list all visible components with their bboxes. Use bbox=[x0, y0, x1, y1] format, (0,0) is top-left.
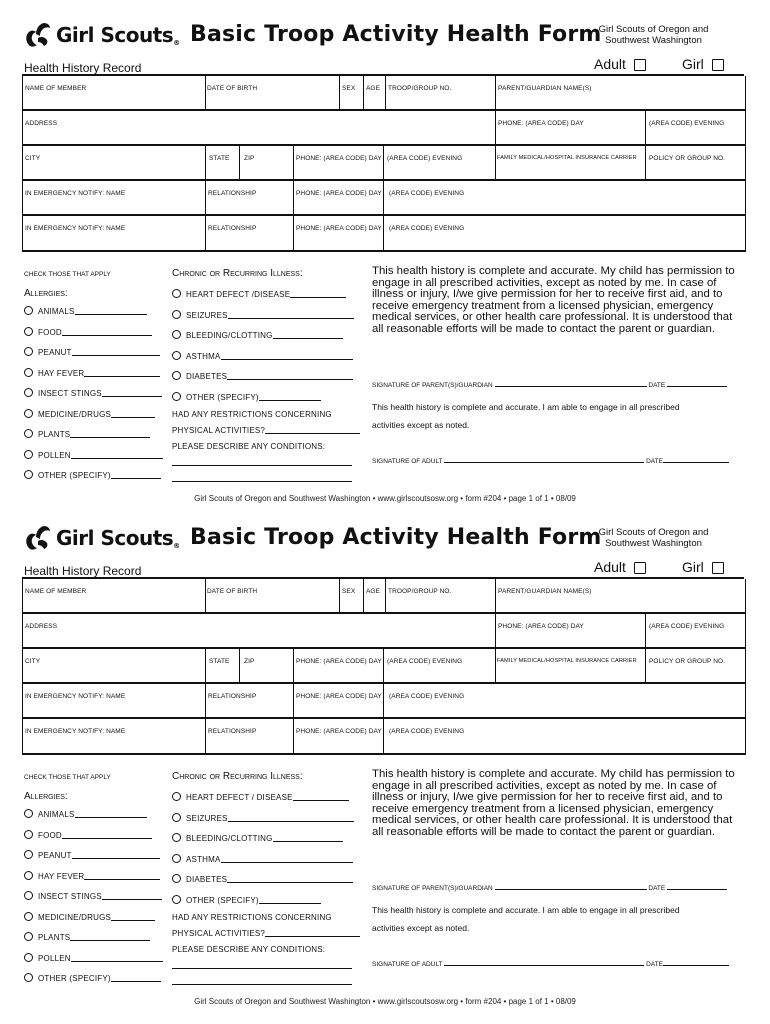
allergy-option[interactable] bbox=[24, 347, 160, 357]
allergy-detail-line[interactable] bbox=[102, 899, 162, 900]
parent-signature-line[interactable]: SIGNATURE OF PARENT(S)/GUARDIAN DATE bbox=[372, 885, 727, 892]
council-name: Girl Scouts of Oregon and Southwest Washington bbox=[598, 24, 709, 46]
chronic-label: HEART DEFECT / DISEASE bbox=[186, 793, 293, 802]
allergy-detail-line[interactable] bbox=[70, 940, 150, 941]
record-title: Health History Record bbox=[24, 61, 142, 75]
chronic-detail-line[interactable] bbox=[221, 359, 353, 360]
describe-conditions-label: PLEASE DESCRIBE ANY CONDITIONS: bbox=[172, 945, 326, 954]
parent-guardian-names-field[interactable]: PARENT/GUARDIAN NAME(S) bbox=[498, 85, 592, 92]
chronic-option[interactable] bbox=[172, 854, 353, 864]
restrictions-question-line2: PHYSICAL ACTIVITIES? bbox=[172, 929, 360, 938]
relationship-2-field[interactable]: RELATIONSHIP bbox=[208, 728, 257, 735]
age-field[interactable]: AGE bbox=[366, 85, 381, 92]
name-of-member-field[interactable]: NAME OF MEMBER bbox=[25, 588, 87, 595]
allergy-label: OTHER (SPECIFY) bbox=[38, 471, 111, 480]
chronic-illness-title: Chronic or Recurring Illness: bbox=[172, 771, 303, 782]
radio-circle-icon[interactable] bbox=[24, 450, 33, 459]
girl-scouts-logo bbox=[22, 20, 180, 50]
allergy-detail-line[interactable] bbox=[71, 961, 163, 962]
emergency-name-1-field[interactable]: IN EMERGENCY NOTIFY: NAME bbox=[25, 190, 126, 197]
form-footer: Girl Scouts of Oregon and Southwest Washington • www.girlscoutsosw.org • form #204 • page 1 of 1 • 08/09 bbox=[194, 494, 576, 503]
restrictions-answer-line[interactable] bbox=[265, 936, 360, 937]
radio-circle-icon[interactable] bbox=[172, 833, 181, 842]
allergy-label: PEANUT bbox=[38, 851, 72, 860]
adult-option: Adult bbox=[594, 559, 646, 575]
relationship-1-field[interactable]: RELATIONSHIP bbox=[208, 693, 257, 700]
chronic-option[interactable] bbox=[172, 874, 353, 884]
adult-checkbox[interactable] bbox=[634, 562, 646, 574]
allergy-label: FOOD bbox=[38, 830, 62, 840]
allergy-option[interactable] bbox=[24, 327, 152, 337]
allergy-option[interactable] bbox=[24, 953, 163, 963]
insurance-carrier-field[interactable]: FAMILY MEDICAL/HOSPITAL INSURANCE CARRIER bbox=[497, 155, 637, 161]
allergy-option[interactable] bbox=[24, 932, 150, 942]
insurance-carrier-field[interactable]: FAMILY MEDICAL/HOSPITAL INSURANCE CARRIER bbox=[497, 658, 637, 664]
allergy-label: INSECT STINGS bbox=[38, 389, 102, 398]
council-name: Girl Scouts of Oregon and Southwest Washington bbox=[598, 527, 709, 549]
trefoil-icon bbox=[22, 523, 52, 553]
girl-option: Girl bbox=[682, 559, 724, 575]
age-field[interactable]: AGE bbox=[366, 588, 381, 595]
name-of-member-field[interactable]: NAME OF MEMBER bbox=[25, 85, 87, 92]
radio-circle-icon[interactable] bbox=[172, 895, 181, 904]
chronic-label: SEIZURES bbox=[186, 813, 228, 823]
girl-scouts-logo bbox=[22, 523, 180, 553]
radio-circle-icon[interactable] bbox=[24, 973, 33, 982]
emergency-phone-day-1-field[interactable]: PHONE: (AREA CODE) DAY bbox=[296, 190, 382, 197]
form-title: Basic Troop Activity Health Form bbox=[190, 22, 602, 47]
chronic-option[interactable] bbox=[172, 289, 346, 299]
allergy-detail-line[interactable] bbox=[75, 817, 147, 818]
describe-line-1[interactable] bbox=[172, 961, 352, 970]
allergies-title: Allergies: bbox=[24, 791, 68, 802]
date-of-birth-field[interactable]: DATE OF BIRTH bbox=[207, 588, 258, 595]
chronic-label: ASTHMA bbox=[186, 351, 221, 361]
phone-evening-field[interactable]: (AREA CODE) EVENING bbox=[649, 120, 725, 127]
form-footer: Girl Scouts of Oregon and Southwest Washington • www.girlscoutsosw.org • form #204 • page 1 of 1 • 08/09 bbox=[194, 997, 576, 1006]
allergy-detail-line[interactable] bbox=[62, 838, 152, 839]
radio-circle-icon[interactable] bbox=[172, 813, 181, 822]
girl-option: Girl bbox=[682, 56, 724, 72]
member-info-grid bbox=[22, 579, 746, 755]
allergy-label: ANIMALS bbox=[38, 307, 75, 316]
allergy-detail-line[interactable] bbox=[102, 396, 162, 397]
emergency-phone-day-1-field[interactable]: PHONE: (AREA CODE) DAY bbox=[296, 693, 382, 700]
city-phone-day-field[interactable]: PHONE: (AREA CODE) DAY bbox=[296, 658, 382, 665]
relationship-2-field[interactable]: RELATIONSHIP bbox=[208, 225, 257, 232]
adult-signature-line[interactable]: SIGNATURE OF ADULT DATE bbox=[372, 458, 729, 465]
adult-signature-line[interactable]: SIGNATURE OF ADULT DATE bbox=[372, 961, 729, 968]
parent-consent-text: This health history is complete and accurate. My child has permission to engage in all prescribed activities, except as noted by me. In case of illness or injury, I/we give permission for her to receive first aid, and to receive emergency treatment from a licensed physician, emergency medical services, or other health care professional. It is understood that all reasonable efforts will be made to contact the parent or guardian. bbox=[372, 768, 735, 838]
restrictions-answer-line[interactable] bbox=[265, 433, 360, 434]
allergy-option[interactable] bbox=[24, 973, 161, 983]
radio-circle-icon[interactable] bbox=[172, 371, 181, 380]
allergy-detail-line[interactable] bbox=[111, 478, 161, 479]
allergy-option[interactable] bbox=[24, 450, 163, 460]
emergency-name-2-field[interactable]: IN EMERGENCY NOTIFY: NAME bbox=[25, 728, 126, 735]
allergy-detail-line[interactable] bbox=[84, 879, 160, 880]
phone-day-field[interactable]: PHONE: (AREA CODE) DAY bbox=[498, 623, 584, 630]
emergency-phone-evening-1-field[interactable]: (AREA CODE) EVENING bbox=[389, 190, 465, 197]
date-of-birth-field[interactable]: DATE OF BIRTH bbox=[207, 85, 258, 92]
allergy-detail-line[interactable] bbox=[111, 920, 155, 921]
allergy-label: PEANUT bbox=[38, 348, 72, 357]
allergy-label: MEDICINE/DRUGS bbox=[38, 912, 112, 922]
restrictions-question-line1: HAD ANY RESTRICTIONS CONCERNING bbox=[172, 410, 332, 419]
radio-circle-icon[interactable] bbox=[172, 310, 181, 319]
parent-guardian-names-field[interactable]: PARENT/GUARDIAN NAME(S) bbox=[498, 588, 592, 595]
state-field[interactable]: STATE bbox=[209, 155, 230, 162]
chronic-label: SEIZURES bbox=[186, 310, 228, 320]
allergy-option[interactable] bbox=[24, 912, 155, 922]
allergy-detail-line[interactable] bbox=[75, 314, 147, 315]
health-form-2 bbox=[0, 503, 770, 1008]
city-phone-evening-field[interactable]: (AREA CODE) EVENING bbox=[387, 658, 463, 665]
chronic-label: BLEEDING/CLOTTING bbox=[186, 331, 273, 340]
policy-no-field[interactable]: POLICY OR GROUP NO. bbox=[649, 155, 726, 162]
radio-circle-icon[interactable] bbox=[24, 809, 33, 818]
chronic-option[interactable] bbox=[172, 792, 349, 802]
sex-field[interactable]: SEX bbox=[342, 85, 356, 92]
radio-circle-icon[interactable] bbox=[24, 891, 33, 900]
sex-field[interactable]: SEX bbox=[342, 588, 356, 595]
emergency-phone-evening-2-field[interactable]: (AREA CODE) EVENING bbox=[389, 225, 465, 232]
allergy-label: MEDICINE/DRUGS bbox=[38, 409, 112, 419]
phone-evening-field[interactable]: (AREA CODE) EVENING bbox=[649, 623, 725, 630]
health-form-1 bbox=[0, 0, 770, 505]
chronic-detail-line[interactable] bbox=[259, 400, 321, 401]
chronic-option[interactable] bbox=[172, 392, 321, 402]
chronic-detail-line[interactable] bbox=[227, 882, 353, 883]
allergy-option[interactable] bbox=[24, 850, 160, 860]
radio-circle-icon[interactable] bbox=[24, 388, 33, 397]
brand-name: Girl Scouts® bbox=[56, 526, 180, 550]
allergy-detail-line[interactable] bbox=[70, 437, 150, 438]
allergy-label: FOOD bbox=[38, 327, 62, 337]
radio-circle-icon[interactable] bbox=[24, 409, 33, 418]
parent-consent-text: This health history is complete and accurate. My child has permission to engage in all prescribed activities, except as noted by me. In case of illness or injury, I/we give permission for her to receive first aid, and to receive emergency treatment from a licensed physician, emergency medical services, or other health care professional. It is understood that all reasonable efforts will be made to contact the parent or guardian. bbox=[372, 265, 735, 335]
address-field[interactable]: ADDRESS bbox=[25, 120, 58, 127]
adult-option: Adult bbox=[594, 56, 646, 72]
allergy-option[interactable] bbox=[24, 891, 162, 901]
allergy-option[interactable] bbox=[24, 306, 147, 316]
chronic-label: HEART DEFECT /DISEASE bbox=[186, 290, 291, 299]
relationship-1-field[interactable]: RELATIONSHIP bbox=[208, 190, 257, 197]
chronic-detail-line[interactable] bbox=[273, 841, 343, 842]
form-title: Basic Troop Activity Health Form bbox=[190, 525, 602, 550]
radio-circle-icon[interactable] bbox=[24, 830, 33, 839]
city-phone-evening-field[interactable]: (AREA CODE) EVENING bbox=[387, 155, 463, 162]
radio-circle-icon[interactable] bbox=[24, 850, 33, 859]
radio-circle-icon[interactable] bbox=[24, 347, 33, 356]
chronic-detail-line[interactable] bbox=[290, 297, 346, 298]
chronic-option[interactable] bbox=[172, 833, 343, 843]
adult-checkbox[interactable] bbox=[634, 59, 646, 71]
chronic-option[interactable] bbox=[172, 813, 354, 823]
radio-circle-icon[interactable] bbox=[24, 932, 33, 941]
city-field[interactable]: CITY bbox=[25, 658, 41, 665]
chronic-detail-line[interactable] bbox=[293, 800, 349, 801]
chronic-label: DIABETES bbox=[186, 372, 228, 381]
troop-group-no-field[interactable]: TROOP/GROUP NO. bbox=[388, 588, 452, 595]
brand-name: Girl Scouts® bbox=[56, 23, 180, 47]
allergy-option[interactable] bbox=[24, 830, 152, 840]
chronic-option[interactable] bbox=[172, 310, 354, 320]
radio-circle-icon[interactable] bbox=[172, 392, 181, 401]
chronic-option[interactable] bbox=[172, 371, 353, 381]
radio-circle-icon[interactable] bbox=[172, 792, 181, 801]
radio-circle-icon[interactable] bbox=[172, 351, 181, 360]
chronic-label: OTHER (SPECIFY) bbox=[186, 392, 259, 402]
allergy-option[interactable] bbox=[24, 429, 150, 439]
state-field[interactable]: STATE bbox=[209, 658, 230, 665]
trefoil-icon bbox=[22, 20, 52, 50]
allergy-option[interactable] bbox=[24, 809, 147, 819]
allergy-label: OTHER (SPECIFY) bbox=[38, 974, 111, 983]
allergy-option[interactable] bbox=[24, 368, 160, 378]
policy-no-field[interactable]: POLICY OR GROUP NO. bbox=[649, 658, 726, 665]
chronic-detail-line[interactable] bbox=[259, 903, 321, 904]
chronic-illness-title: Chronic or Recurring Illness: bbox=[172, 268, 303, 279]
allergy-label: PLANTS bbox=[38, 933, 71, 942]
describe-conditions-label: PLEASE DESCRIBE ANY CONDITIONS: bbox=[172, 442, 326, 451]
check-apply-label: CHECK THOSE THAT APPLY bbox=[24, 271, 111, 278]
allergy-label: HAY FEVER bbox=[38, 871, 85, 881]
chronic-detail-line[interactable] bbox=[228, 821, 354, 822]
restrictions-question-line2: PHYSICAL ACTIVITIES? bbox=[172, 426, 360, 435]
allergy-option[interactable] bbox=[24, 470, 161, 480]
chronic-option[interactable] bbox=[172, 330, 343, 340]
radio-circle-icon[interactable] bbox=[172, 874, 181, 883]
emergency-name-1-field[interactable]: IN EMERGENCY NOTIFY: NAME bbox=[25, 693, 126, 700]
allergy-option[interactable] bbox=[24, 409, 155, 419]
radio-circle-icon[interactable] bbox=[24, 368, 33, 377]
restrictions-question-line1: HAD ANY RESTRICTIONS CONCERNING bbox=[172, 913, 332, 922]
record-header bbox=[22, 56, 744, 76]
record-header bbox=[22, 559, 744, 579]
describe-line-2[interactable] bbox=[172, 474, 352, 483]
radio-circle-icon[interactable] bbox=[24, 912, 33, 921]
chronic-label: ASTHMA bbox=[186, 854, 221, 864]
allergy-label: ANIMALS bbox=[38, 810, 75, 819]
address-field[interactable]: ADDRESS bbox=[25, 623, 58, 630]
describe-line-2[interactable] bbox=[172, 977, 352, 986]
chronic-label: OTHER (SPECIFY) bbox=[186, 895, 259, 905]
girl-checkbox[interactable] bbox=[712, 59, 724, 71]
allergies-title: Allergies: bbox=[24, 288, 68, 299]
allergy-detail-line[interactable] bbox=[72, 858, 160, 859]
adult-consent-line2: activities except as noted. bbox=[372, 420, 470, 430]
radio-circle-icon[interactable] bbox=[24, 327, 33, 336]
member-info-grid bbox=[22, 76, 746, 252]
emergency-phone-day-2-field[interactable]: PHONE: (AREA CODE) DAY bbox=[296, 225, 382, 232]
troop-group-no-field[interactable]: TROOP/GROUP NO. bbox=[388, 85, 452, 92]
allergy-option[interactable] bbox=[24, 871, 160, 881]
city-phone-day-field[interactable]: PHONE: (AREA CODE) DAY bbox=[296, 155, 382, 162]
radio-circle-icon[interactable] bbox=[24, 470, 33, 479]
parent-signature-line[interactable]: SIGNATURE OF PARENT(S)/GUARDIAN DATE bbox=[372, 382, 727, 389]
radio-circle-icon[interactable] bbox=[24, 953, 33, 962]
girl-checkbox[interactable] bbox=[712, 562, 724, 574]
emergency-phone-evening-2-field[interactable]: (AREA CODE) EVENING bbox=[389, 728, 465, 735]
radio-circle-icon[interactable] bbox=[172, 854, 181, 863]
chronic-option[interactable] bbox=[172, 895, 321, 905]
allergy-option[interactable] bbox=[24, 388, 162, 398]
allergy-label: PLANTS bbox=[38, 430, 71, 439]
allergy-detail-line[interactable] bbox=[111, 981, 161, 982]
zip-field[interactable]: ZIP bbox=[244, 658, 255, 665]
radio-circle-icon[interactable] bbox=[24, 429, 33, 438]
city-field[interactable]: CITY bbox=[25, 155, 41, 162]
chronic-detail-line[interactable] bbox=[228, 318, 354, 319]
radio-circle-icon[interactable] bbox=[172, 330, 181, 339]
allergy-label: POLLEN bbox=[38, 953, 71, 963]
chronic-detail-line[interactable] bbox=[221, 862, 353, 863]
emergency-phone-day-2-field[interactable]: PHONE: (AREA CODE) DAY bbox=[296, 728, 382, 735]
record-title: Health History Record bbox=[24, 564, 142, 578]
chronic-label: BLEEDING/CLOTTING bbox=[186, 834, 273, 843]
adult-consent-line2: activities except as noted. bbox=[372, 923, 470, 933]
chronic-label: DIABETES bbox=[186, 875, 228, 884]
allergy-detail-line[interactable] bbox=[71, 458, 163, 459]
allergy-label: HAY FEVER bbox=[38, 368, 85, 378]
chronic-option[interactable] bbox=[172, 351, 353, 361]
allergy-label: INSECT STINGS bbox=[38, 892, 102, 901]
radio-circle-icon[interactable] bbox=[172, 289, 181, 298]
allergy-detail-line[interactable] bbox=[62, 335, 152, 336]
phone-day-field[interactable]: PHONE: (AREA CODE) DAY bbox=[498, 120, 584, 127]
radio-circle-icon[interactable] bbox=[24, 306, 33, 315]
allergy-detail-line[interactable] bbox=[111, 417, 155, 418]
radio-circle-icon[interactable] bbox=[24, 871, 33, 880]
describe-line-1[interactable] bbox=[172, 458, 352, 467]
check-apply-label: CHECK THOSE THAT APPLY bbox=[24, 774, 111, 781]
emergency-name-2-field[interactable]: IN EMERGENCY NOTIFY: NAME bbox=[25, 225, 126, 232]
adult-consent-line1: This health history is complete and accurate. I am able to engage in all prescribed bbox=[372, 402, 680, 412]
allergy-detail-line[interactable] bbox=[72, 355, 160, 356]
allergy-detail-line[interactable] bbox=[84, 376, 160, 377]
adult-consent-line1: This health history is complete and accurate. I am able to engage in all prescribed bbox=[372, 905, 680, 915]
chronic-detail-line[interactable] bbox=[273, 338, 343, 339]
allergy-label: POLLEN bbox=[38, 450, 71, 460]
emergency-phone-evening-1-field[interactable]: (AREA CODE) EVENING bbox=[389, 693, 465, 700]
chronic-detail-line[interactable] bbox=[227, 379, 353, 380]
zip-field[interactable]: ZIP bbox=[244, 155, 255, 162]
